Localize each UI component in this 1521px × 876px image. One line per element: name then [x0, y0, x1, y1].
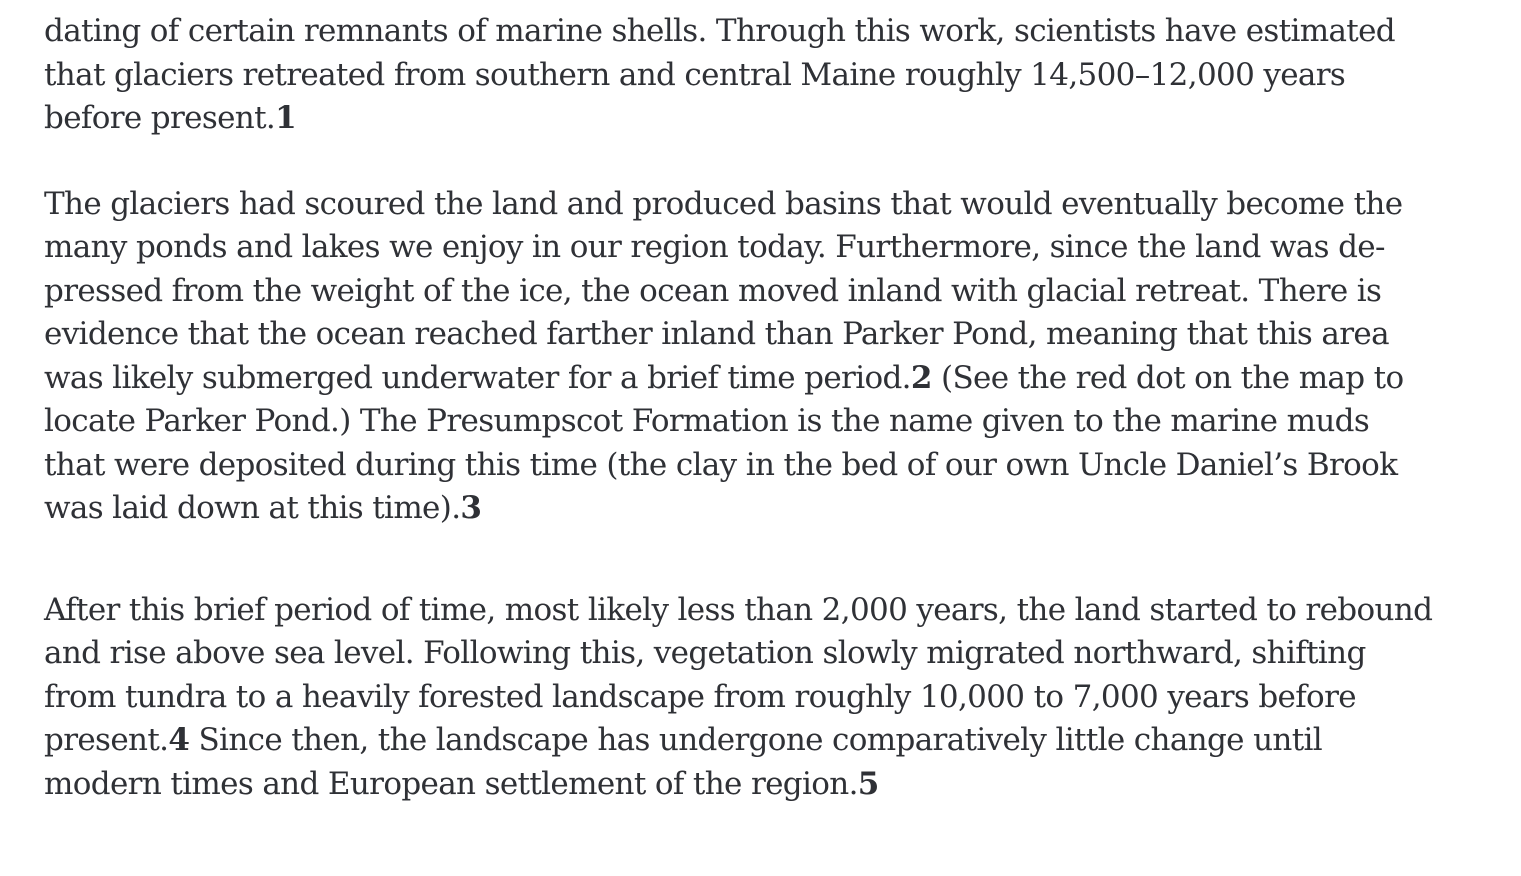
paragraph-text: (See the red dot on the map to locate Parker Pond.) The Presumpscot Formation is the name given to the marine muds that were deposited during this time (the clay in the bed of our own Uncle Daniel’s Brook was laid down at this time). [44, 359, 1404, 526]
paragraph-glacier-retreat-dating [44, 10, 1506, 141]
footnote-marker-4: 4 [168, 722, 190, 758]
paragraph-text: After this brief period of time, most likely less than 2,000 years, the land started to rebound and rise above sea level. Following this, vegetation slowly migrated northward, shifting from tundra to a heavily forested landscape from roughly 10,000 to 7,000 years before present. [44, 591, 1433, 758]
footnote-marker-1: 1 [275, 100, 297, 136]
footnote-marker-5: 5 [857, 765, 879, 802]
paragraph-text: dating of certain remnants of marine shells. Through this work, scientists have estimated that glaciers retreated from southern and central Maine roughly 14,500–12,000 years before present. [44, 13, 1396, 136]
paragraph-land-rebound [44, 589, 1506, 807]
paragraph-text: The glaciers had scoured the land and produced basins that would eventually become the many ponds and lakes we enjoy in our region today. Furthermore, since the land was de- pressed from the weight of the ice, the ocean moved inland with glacial retreat. There is evidence that the ocean reached farther inland than Parker Pond, meaning that this area was likely submerged underwater for a brief time period. [44, 185, 1403, 396]
paragraph-text: Since then, the landscape has undergone comparatively little change until modern times and European settlement of the region. [44, 722, 1323, 802]
footnote-marker-2: 2 [910, 359, 932, 396]
paragraph-marine-submergence [44, 183, 1506, 531]
footnote-marker-3: 3 [460, 490, 482, 526]
document-page [44, 10, 1506, 806]
